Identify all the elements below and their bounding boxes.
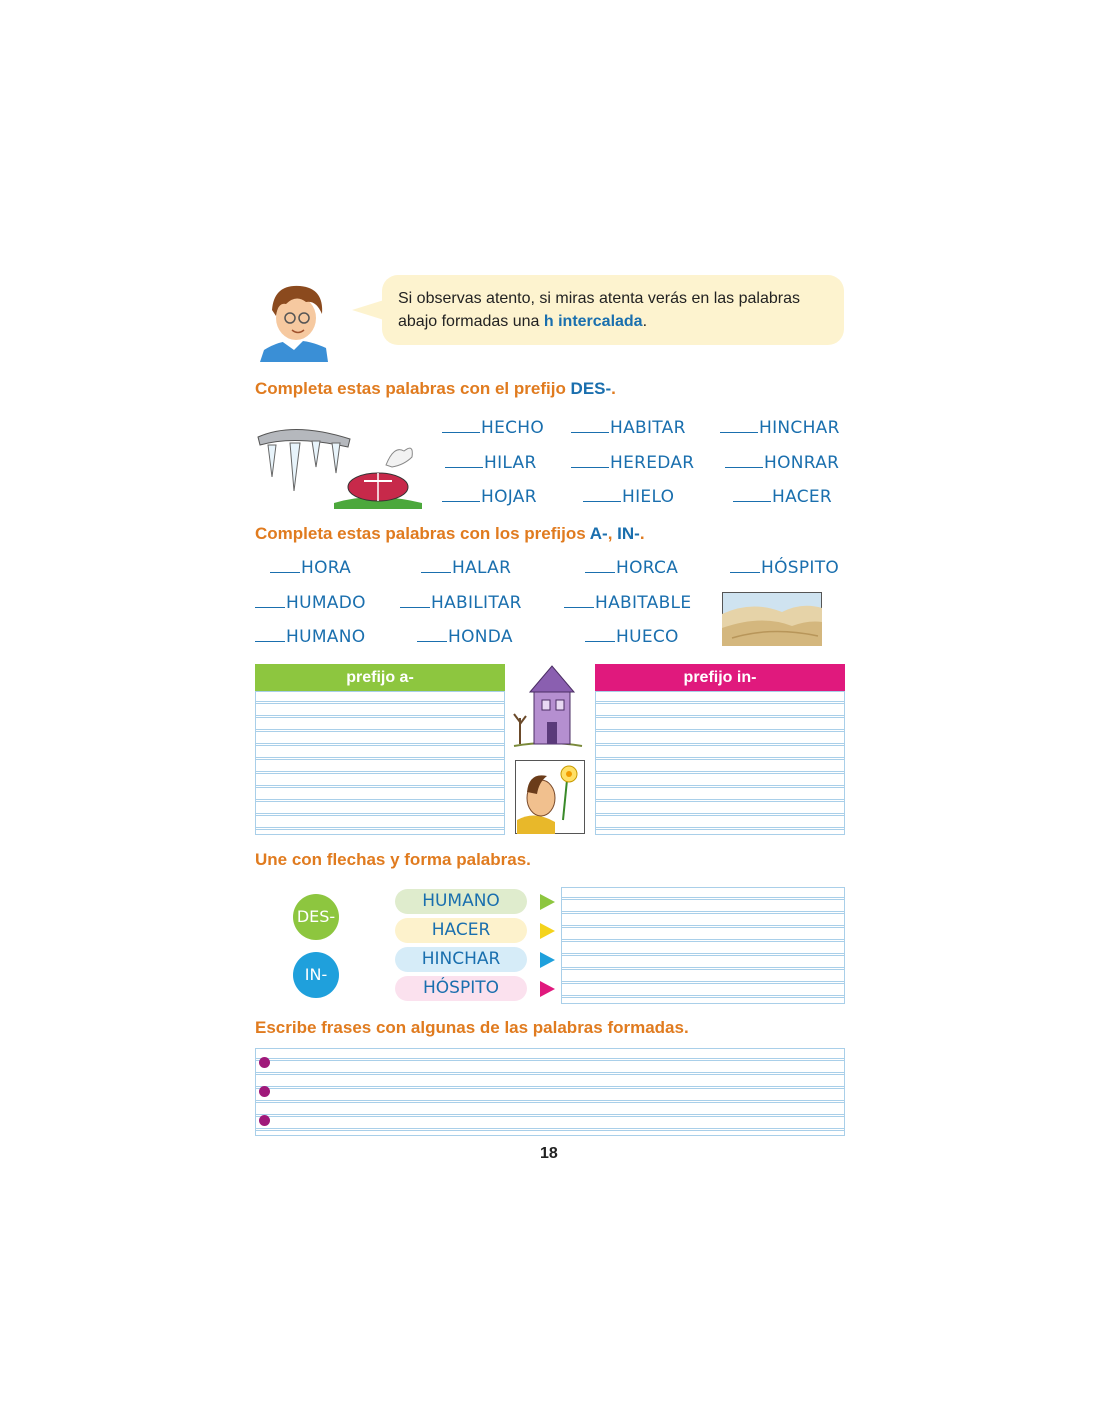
- sentence-lines[interactable]: [255, 1048, 845, 1136]
- word-item: [733, 487, 832, 507]
- heading-prefix-a: A-: [589, 524, 608, 543]
- heading-period: .: [639, 524, 645, 543]
- bubble-highlight: h intercalada: [543, 313, 643, 330]
- word-text: HÓSPITO: [761, 558, 840, 578]
- word-item: [583, 487, 674, 507]
- speech-bubble-tail: [352, 300, 384, 320]
- word-item: [421, 558, 511, 578]
- word-text: HINCHAR: [759, 418, 840, 438]
- bubble-text: Si observas atento, si miras atenta verás en las palabras abajo formadas una: [398, 290, 800, 330]
- word-item: [400, 593, 522, 613]
- arrow-yellow-icon: [540, 923, 555, 939]
- word-text: HABILITAR: [431, 593, 522, 613]
- word-pill-humano[interactable]: HUMANO: [395, 889, 527, 914]
- answer-lines[interactable]: [561, 887, 845, 1004]
- word-item: [571, 418, 686, 438]
- word-text: HUMANO: [286, 627, 366, 647]
- word-text: HABITABLE: [595, 593, 692, 613]
- word-item: [720, 418, 840, 438]
- house-illustration: [512, 662, 584, 748]
- word-item: [564, 593, 691, 613]
- table-header-prefix-in: prefijo in-: [595, 664, 845, 691]
- prefix-in-circle[interactable]: IN-: [293, 952, 339, 998]
- arrow-green-icon: [540, 894, 555, 910]
- arrow-magenta-icon: [540, 981, 555, 997]
- word-text: HECHO: [481, 418, 545, 438]
- word-item: [585, 558, 678, 578]
- word-text: HORCA: [616, 558, 679, 578]
- desert-illustration: [722, 592, 822, 646]
- word-text: HOJAR: [481, 487, 537, 507]
- table-prefix-a: [255, 664, 505, 835]
- heading-prefix-in: IN-: [617, 524, 640, 543]
- word-text: HILAR: [484, 453, 537, 473]
- word-text: HUECO: [616, 627, 679, 647]
- bullet-dot-icon: [259, 1086, 270, 1097]
- icicle-and-ball-illustration: [254, 415, 426, 511]
- word-item: [442, 418, 544, 438]
- word-text: HALAR: [452, 558, 512, 578]
- prefix-des-circle[interactable]: DES-: [293, 894, 339, 940]
- speech-bubble: [382, 275, 844, 345]
- boy-illustration: [256, 280, 330, 362]
- word-text: HUMADO: [286, 593, 366, 613]
- bubble-period: .: [642, 313, 648, 330]
- word-item: [270, 558, 351, 578]
- word-text: HONDA: [448, 627, 513, 647]
- word-item: [571, 453, 694, 473]
- heading-text: Completa estas palabras con los prefijos: [255, 524, 590, 543]
- word-pill-hacer[interactable]: HACER: [395, 918, 527, 943]
- man-smelling-flower-illustration: [515, 760, 585, 834]
- word-item: [255, 593, 366, 613]
- word-text: HABITAR: [610, 418, 686, 438]
- section-heading-arrows: Une con flechas y forma palabras.: [255, 850, 531, 869]
- word-text: HORA: [301, 558, 352, 578]
- word-item: [725, 453, 839, 473]
- word-item: [442, 487, 537, 507]
- word-item: [730, 558, 839, 578]
- word-text: HEREDAR: [610, 453, 695, 473]
- word-text: HONRAR: [764, 453, 840, 473]
- word-item: [585, 627, 679, 647]
- section-heading-a-in: [255, 524, 645, 544]
- heading-period: .: [611, 379, 616, 398]
- section-heading-sentences: Escribe frases con algunas de las palabras formadas.: [255, 1018, 689, 1037]
- bullet-dot-icon: [259, 1057, 270, 1068]
- word-pill-hinchar[interactable]: HINCHAR: [395, 947, 527, 972]
- writing-lines[interactable]: [255, 691, 505, 835]
- heading-separator: ,: [607, 524, 618, 543]
- word-item: [255, 627, 365, 647]
- heading-text: Completa estas palabras con el prefijo: [255, 379, 571, 398]
- table-prefix-in: [595, 664, 845, 835]
- bullet-dot-icon: [259, 1115, 270, 1126]
- writing-lines[interactable]: [595, 691, 845, 835]
- heading-prefix-des: DES-: [570, 379, 612, 398]
- page-number: 18: [540, 1145, 558, 1162]
- word-text: HIELO: [622, 487, 675, 507]
- word-item: [417, 627, 513, 647]
- section-heading-des: [255, 379, 616, 399]
- table-header-prefix-a: prefijo a-: [255, 664, 505, 691]
- word-pill-hospito[interactable]: HÓSPITO: [395, 976, 527, 1001]
- word-text: HACER: [772, 487, 833, 507]
- arrow-blue-icon: [540, 952, 555, 968]
- word-item: [445, 453, 537, 473]
